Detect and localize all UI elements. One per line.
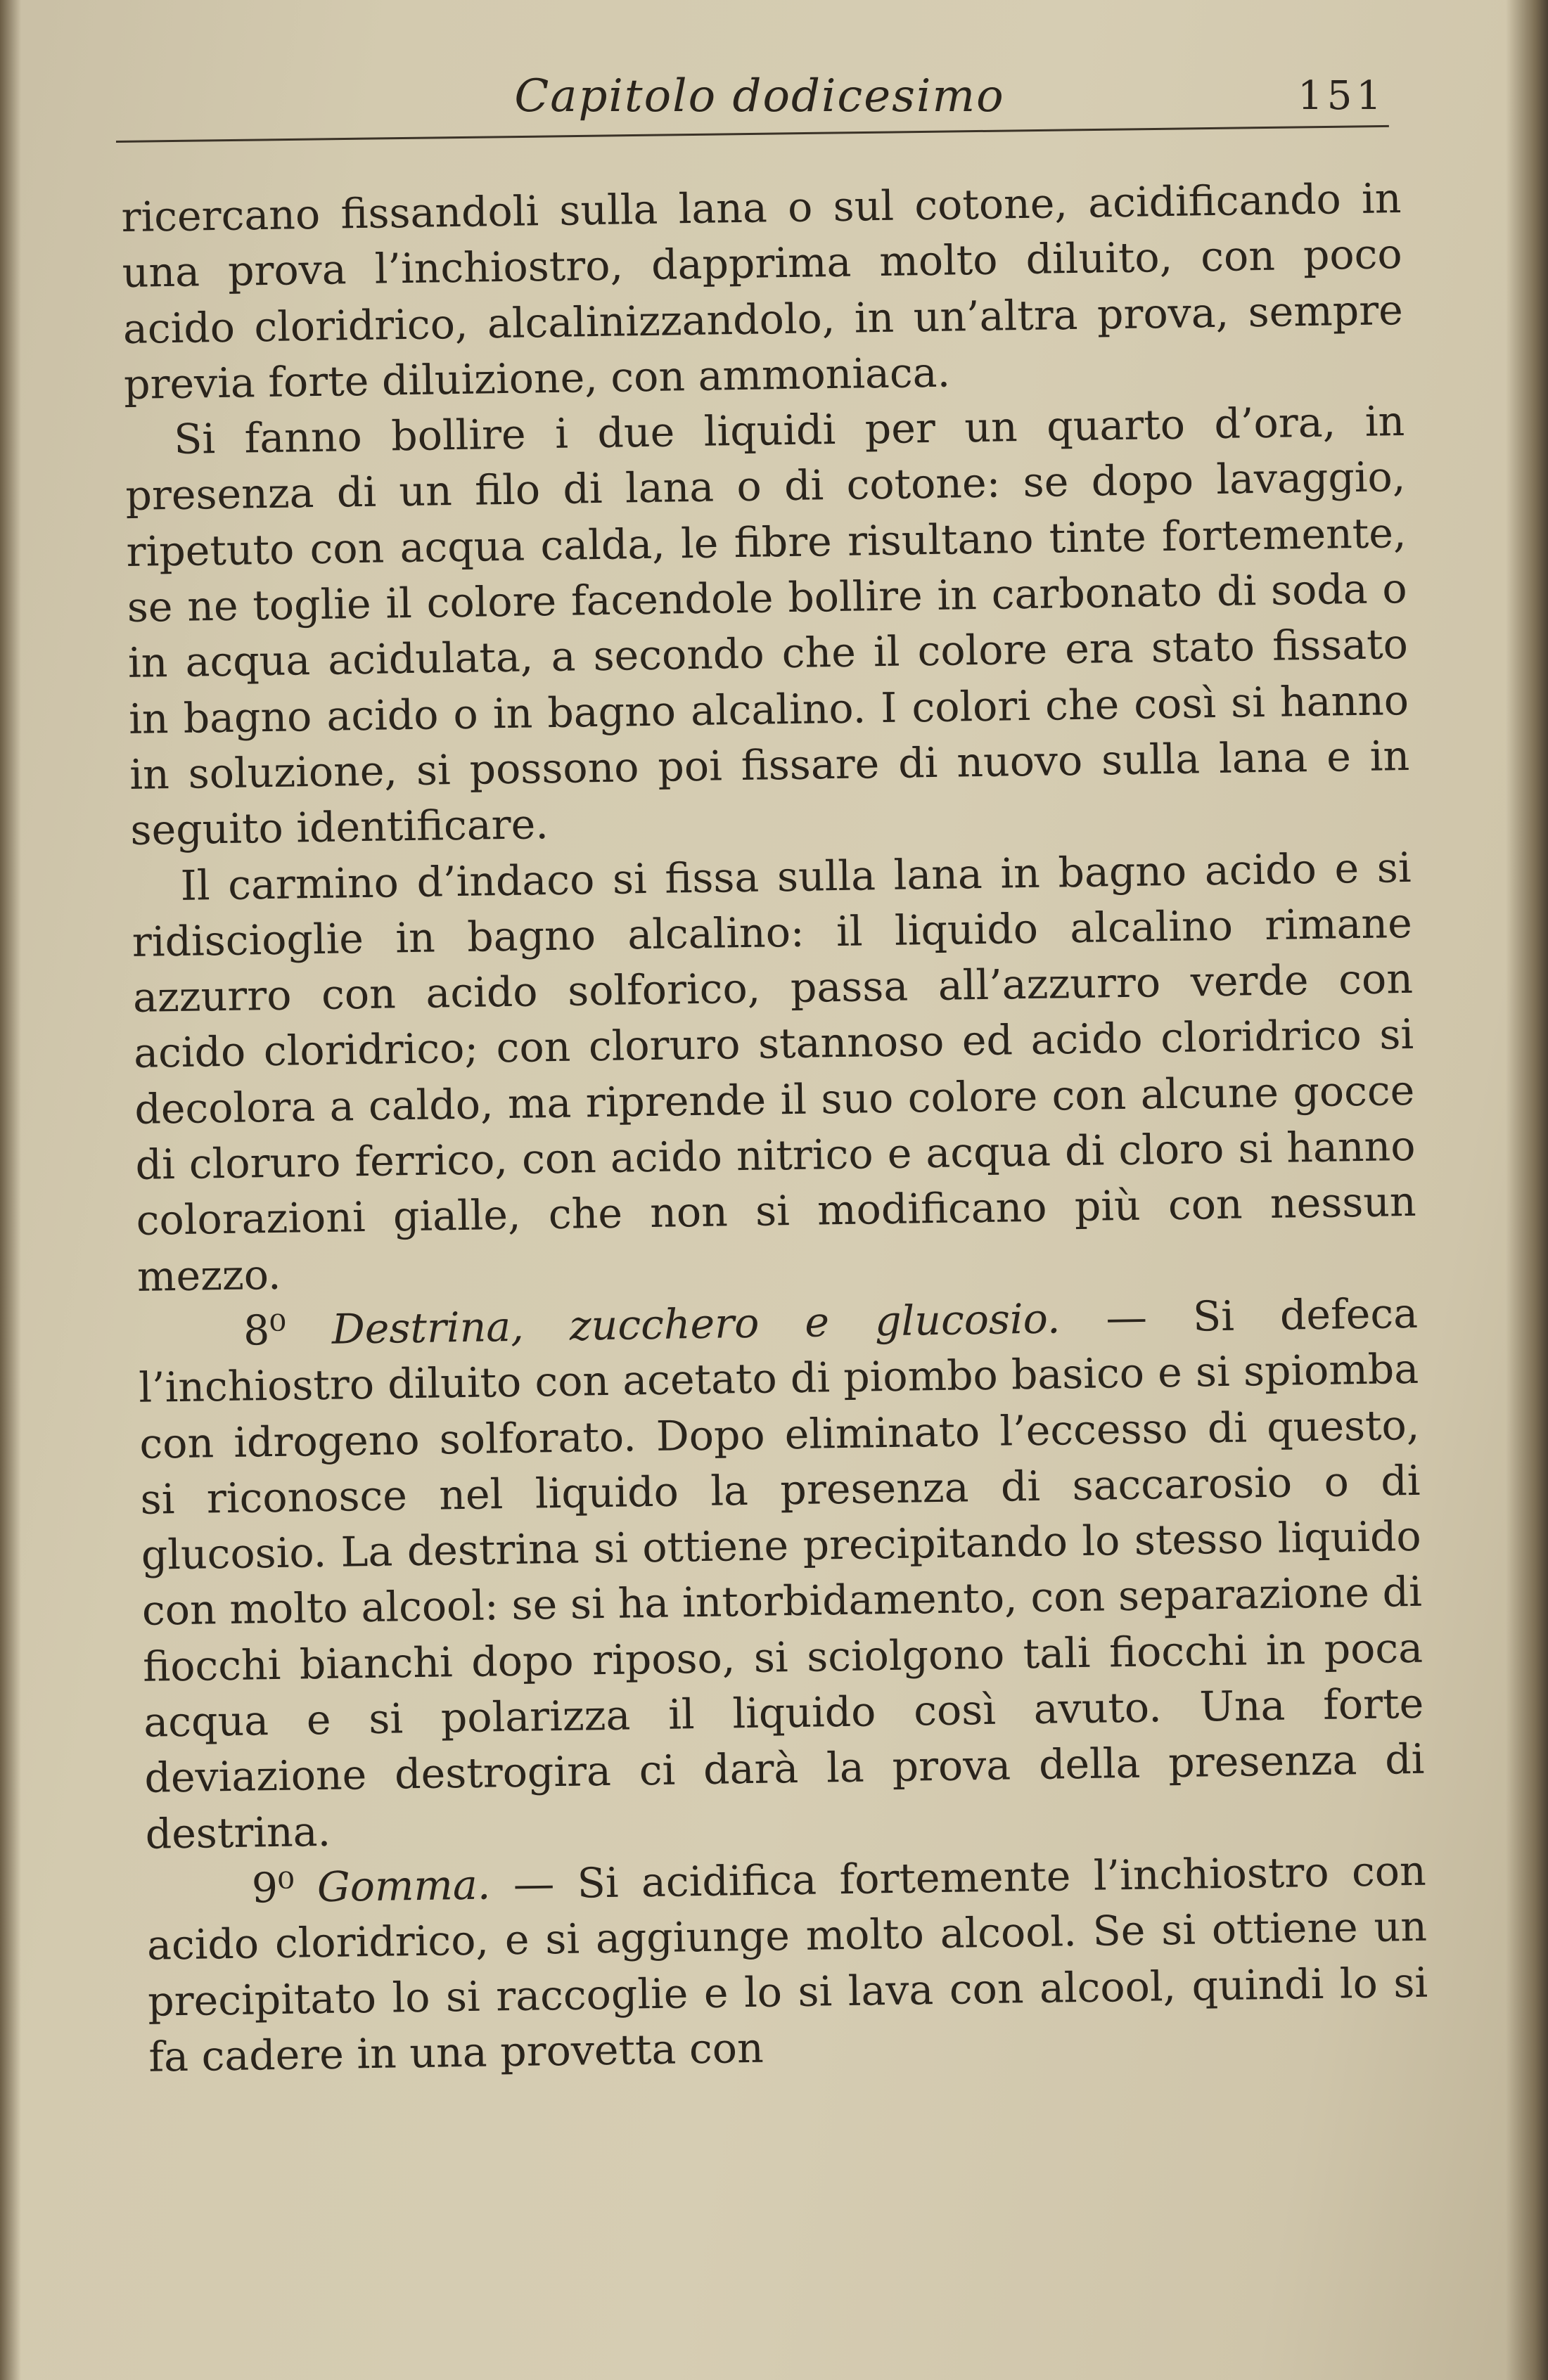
section-text: — Si acidifica fortemente l’inchiostro con acido cloridrico, e si aggiunge molto alcool. Se si ottiene un precipitato lo si raccoglie e lo si lava con alcool, quindi lo si fa cadere in una provetta con — [146, 1846, 1428, 2081]
section-heading: Gomma. — [316, 1860, 491, 1912]
paragraph-indigo-carmine: Il carmino d’indaco si fissa sulla lana in bagno acido e si ridiscioglie in bagno alcalino: il liquido alcalino rimane azzurro con acido solforico, passa all’azzurro verde con acido cloridrico; con cloruro stannoso ed acido cloridrico si decolora a caldo, ma riprende il suo colore con alcune gocce di cloruro ferrico, con acido nitrico e acqua di cloro si hanno colorazioni gialle, che non si modificano più con nessun mezzo. — [132, 843, 1417, 1301]
section-heading: Destrina, zucchero e glucosio. — [331, 1294, 1061, 1353]
body-text — [121, 171, 1429, 2085]
section-text: — Si defeca l’inchiostro diluito con acetato di piombo basico e si spiomba con idrogeno solforato. Dopo eliminato l’eccesso di questo, si riconosce nel liquido la presenza di saccarosio o di glucosio. La destrina si ottiene precipitando lo stesso liquido con molto alcool: se si ha intorbidamento, con separazione di fiocchi bianchi dopo riposo, si sciolgono tali fiocchi in poca acqua e si polarizza il liquido così avuto. Una forte deviazione destrogira ci darà la prova della presenza di destrina. — [138, 1289, 1425, 1858]
section-number: 8⁰ — [243, 1306, 287, 1355]
running-title: Capitolo dodicesimo — [514, 70, 1005, 122]
spine-shadow — [0, 0, 21, 2380]
section-number: 9⁰ — [251, 1863, 295, 1912]
paragraph-continuation: ricercano fissandoli sulla lana o sul cotone, acidificando in una prova l’inchiostro, dapprima molto diluito, con poco acido cloridrico, alcalinizzandolo, in un’altra prova, sempre previa forte diluizione, con ammoniaca. — [121, 174, 1404, 409]
paragraph-boiling: Si fanno bollire i due liquidi per un quarto d’ora, in presenza di un filo di lana o di cotone: se dopo lavaggio, ripetuto con acqua calda, le fibre risultano tinte fortemente, se ne toglie il colore facendole bollire in carbonato di soda o in acqua acidulata, a secondo che il colore era stato fissato in bagno acido o in bagno alcalino. I colori che così si hanno in soluzione, si possono poi fissare di nuovo sulla lana e in seguito identificare. — [124, 397, 1410, 855]
page-number: 151 — [1298, 73, 1386, 119]
section-8-dextrin — [138, 1286, 1426, 1863]
running-header — [120, 70, 1386, 134]
page-edge — [1506, 0, 1548, 2380]
section-9-gum — [146, 1844, 1429, 2085]
